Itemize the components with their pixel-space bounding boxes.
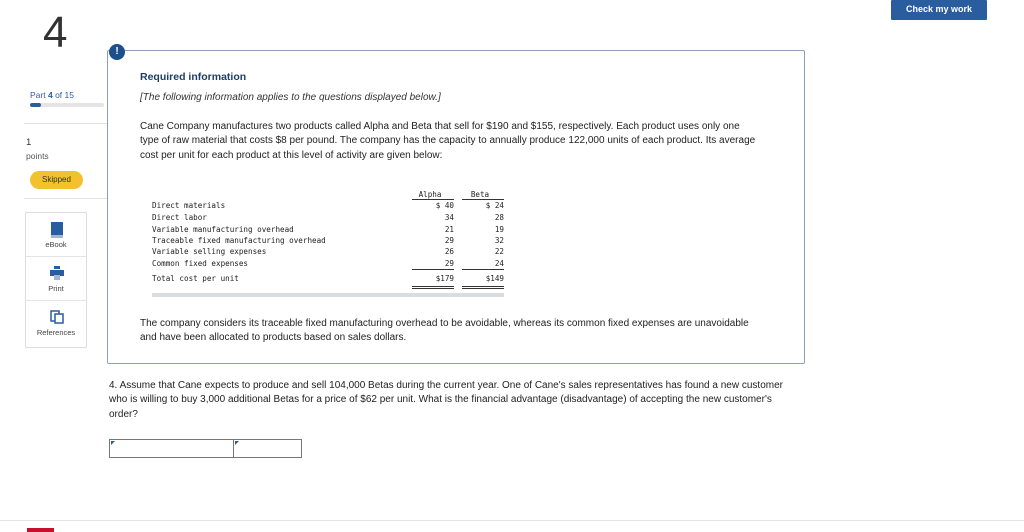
beta-value: 28 [494,213,504,222]
subtotal-rule [462,269,504,270]
book-icon [50,222,64,238]
beta-value: $ 24 [485,201,504,210]
info-paragraph-2: The company considers its traceable fixed manufacturing overhead to be avoidable, whereas its common fixed expenses are unavoidable and have been allocated to products based on sales dollars. [140,318,749,344]
answer-amount-cell[interactable] [234,440,301,457]
ebook-label: eBook [45,240,67,249]
table-row [152,246,504,257]
tools-panel [25,212,87,348]
alpha-value: 26 [444,247,454,256]
table-row [152,200,504,211]
alpha-value: 29 [444,259,454,268]
alpha-value: 21 [444,225,454,234]
row-label: Traceable fixed manufacturing overhead [152,236,326,245]
references-button[interactable] [26,301,86,347]
table-total-row [152,273,504,284]
part-progress-fill [30,103,41,107]
beta-total: $149 [485,274,504,283]
total-double-rule [412,286,454,289]
answer-amount-input[interactable] [234,440,301,457]
column-header-alpha: Alpha [418,190,442,199]
part-progress-bar [30,103,104,107]
question-text: 4. Assume that Cane expects to produce and sell 104,000 Betas during the current year. One of Cane's sales representatives has found a new customer who is willing to buy 3,000 additional Betas for a price of $62 per unit. What is the financial advantage (disadvantage) of accepting the new customer's order? [109,380,783,420]
part-indicator [30,90,74,100]
references-label: References [36,328,76,337]
answer-label-select[interactable] [110,440,233,457]
answer-label-cell[interactable] [110,440,234,457]
brand-logo [27,528,54,532]
status-badge: Skipped [30,171,83,189]
question-number: 4 [43,8,68,57]
alpha-value: 29 [444,236,454,245]
print-label: Print [48,284,64,293]
info-title: Required information [140,71,247,83]
beta-value: 19 [494,225,504,234]
divider [24,198,110,199]
row-label: Direct labor [152,213,207,222]
table-row [152,224,504,235]
print-button[interactable] [26,257,86,301]
check-my-work-button[interactable]: Check my work [891,0,987,20]
divider [24,123,110,124]
subtotal-rule [412,269,454,270]
ebook-button[interactable] [26,213,86,257]
printer-icon [50,266,64,280]
total-label: Total cost per unit [152,274,239,283]
answer-row [109,439,302,458]
column-header-beta: Beta [470,190,490,199]
alpha-value: $ 40 [435,201,454,210]
table-row [152,212,504,223]
part-current: 4 [47,90,53,100]
table-row [152,235,504,246]
part-label: Part [30,90,46,100]
references-icon [50,310,64,324]
required-information-box [107,50,805,364]
alpha-value: 34 [444,213,454,222]
alpha-total: $179 [435,274,454,283]
beta-value: 22 [494,247,504,256]
row-label: Common fixed expenses [152,259,249,268]
beta-value: 24 [494,259,504,268]
points-label: points [26,151,49,161]
alert-icon: ! [109,44,125,60]
row-label: Direct materials [152,201,226,210]
info-paragraph: Cane Company manufactures two products called Alpha and Beta that sell for $190 and $155, respectively. Each product uses only one type of raw material that costs $8 per pound. The company has the capacity to annually produce 122,000 units of each product. Its average cost per unit for each product at this level of activity are given below: [140,121,756,161]
part-total: of 15 [55,90,74,100]
total-double-rule [462,286,504,289]
row-label: Variable manufacturing overhead [152,225,294,234]
info-subtitle: [The following information applies to the questions displayed below.] [140,92,441,103]
table-row [152,258,504,269]
row-label: Variable selling expenses [152,247,267,256]
footer-divider [0,520,1024,521]
beta-value: 32 [494,236,504,245]
table-bottom-bar [152,293,504,297]
points-value: 1 [26,137,32,148]
